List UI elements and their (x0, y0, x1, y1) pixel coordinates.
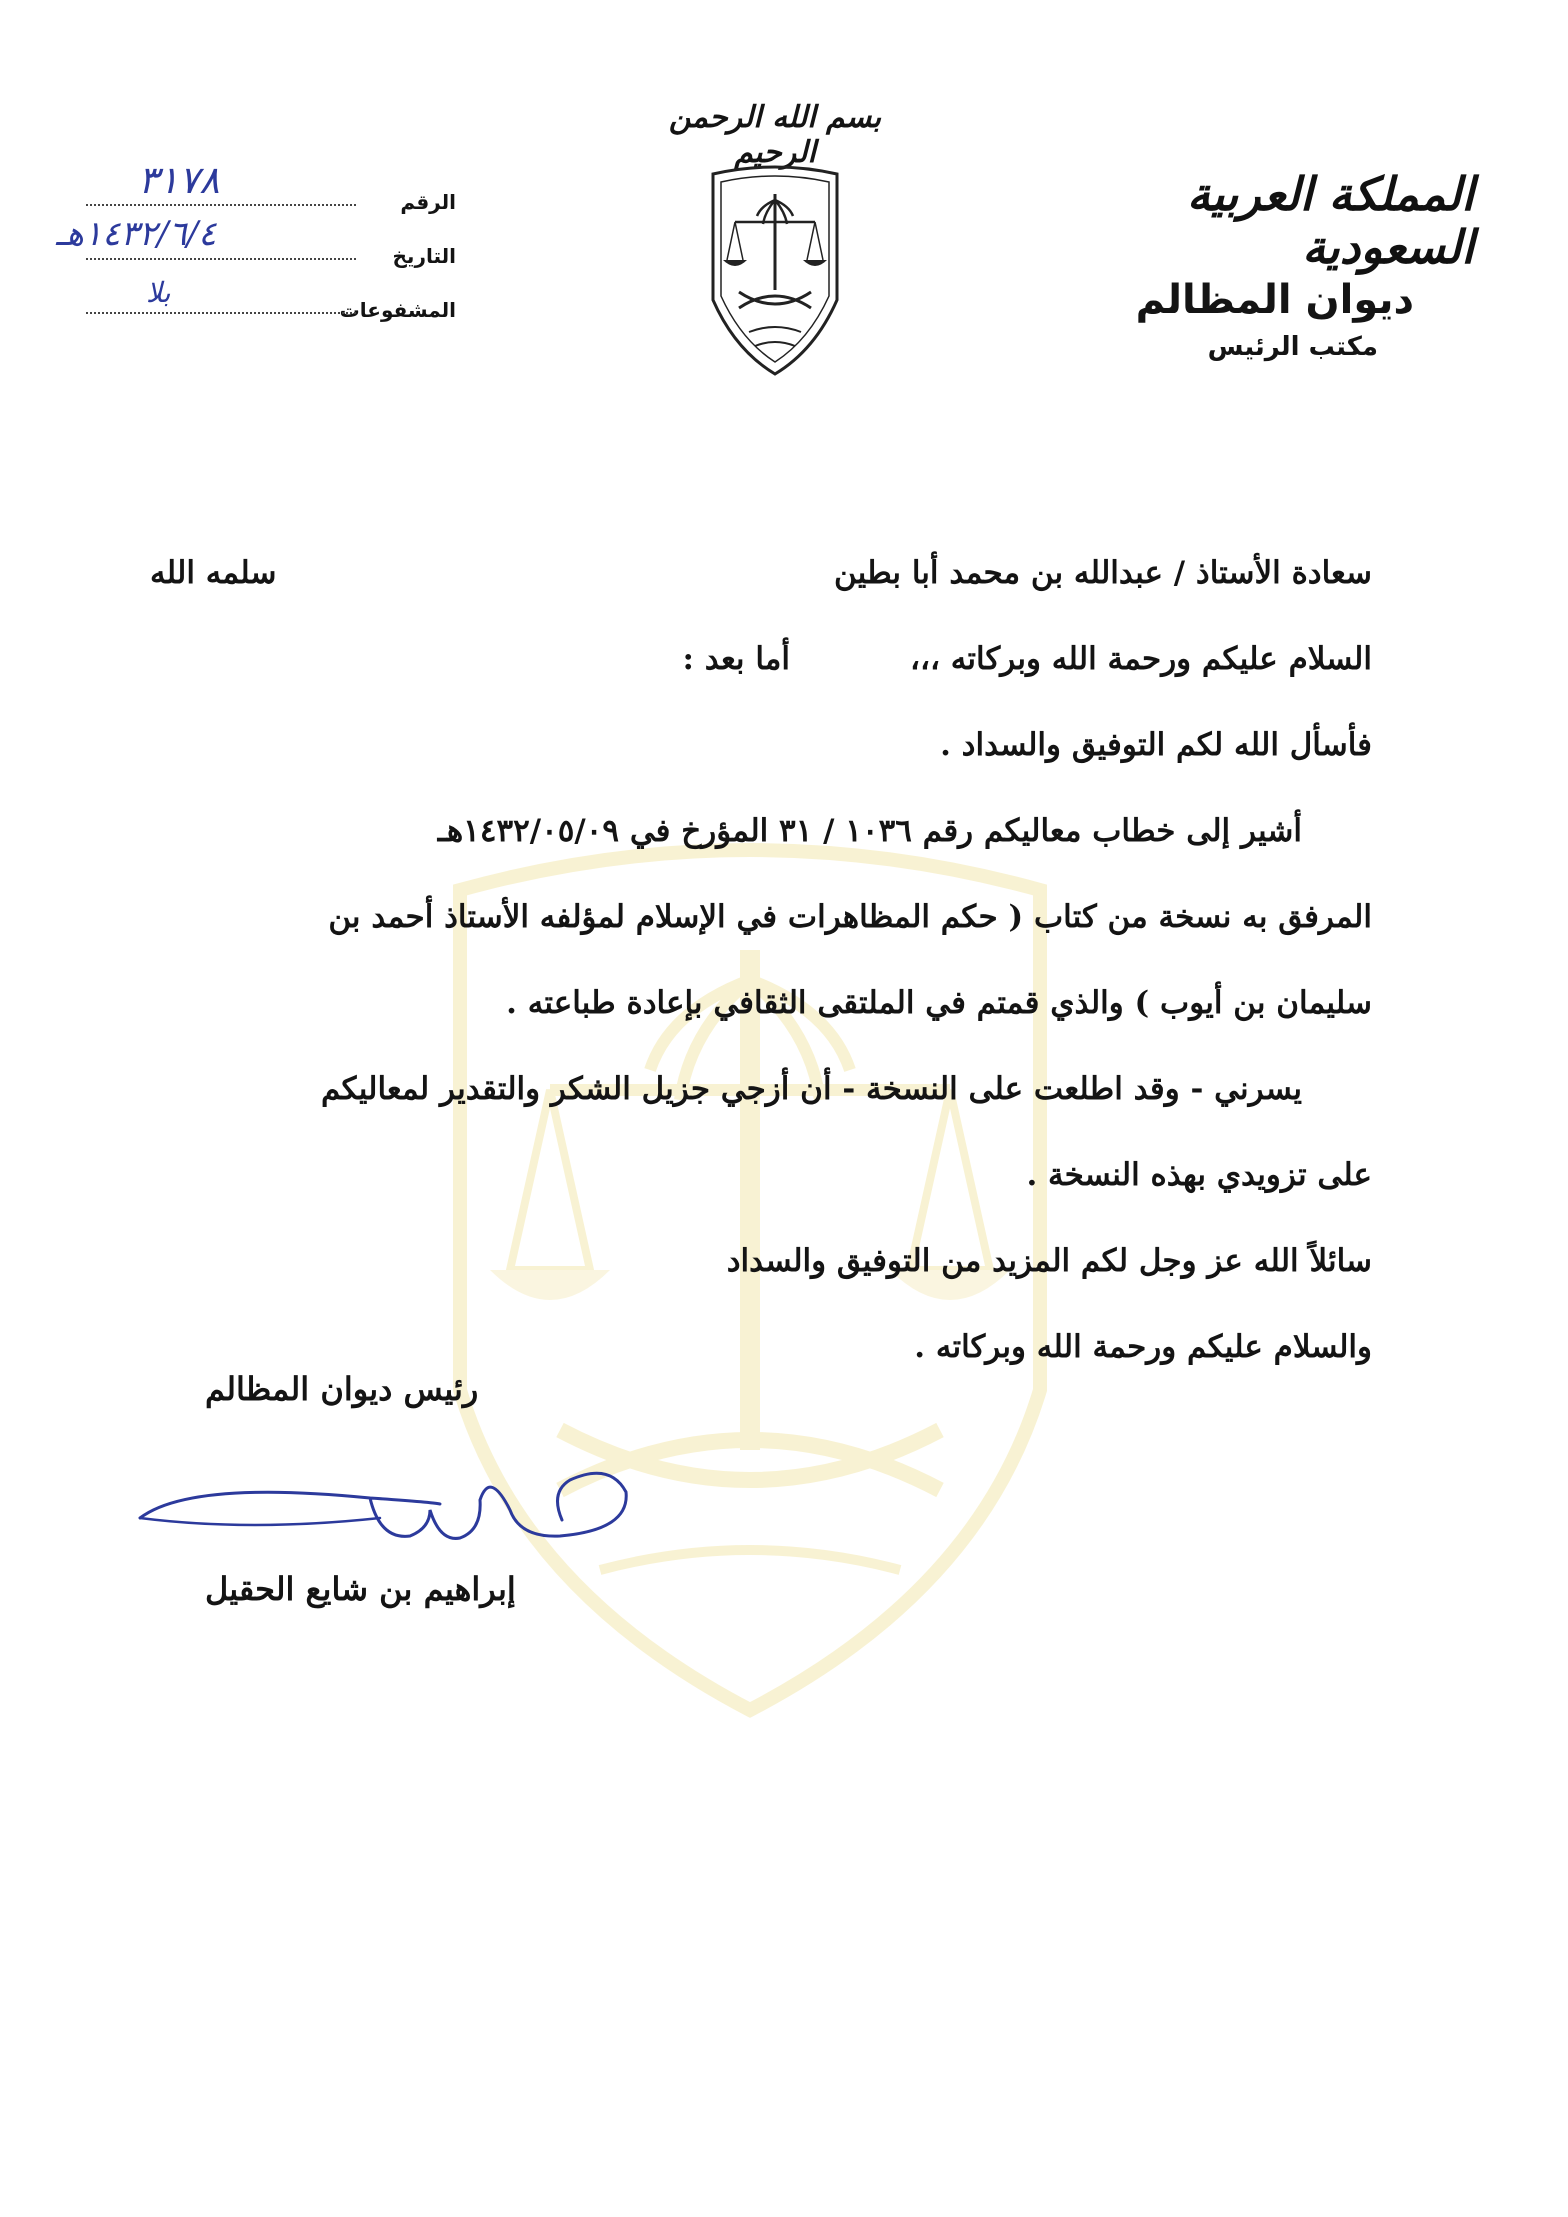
paragraph-line (150, 874, 1372, 960)
paragraph-text: يسرني - وقد اطلعت على النسخة - أن أزجي جزيل الشكر والتقدير لمعاليكم (320, 1071, 1302, 1107)
handwritten-signature-icon (130, 1440, 650, 1570)
ama-bad: أما بعد : (682, 641, 790, 677)
paragraph-text: أشير إلى خطاب معاليكم رقم ١٠٣٦ / ٣١ المؤرخ في ١٤٣٢/٠٥/٠٩هـ (437, 813, 1302, 849)
date-value: ١٤٣٢/٦/٤هـ (56, 214, 217, 254)
paragraph-text: سليمان بن أيوب ) والذي قمتم في الملتقى الثقافي بإعادة طباعته . (506, 985, 1372, 1021)
reference-date-row (56, 214, 456, 268)
number-value: ٣١٧٨ (138, 158, 220, 202)
attachments-value: بلا (146, 276, 171, 309)
letterhead (1054, 168, 1474, 362)
reference-number-row (86, 160, 456, 214)
country-name: المملكة العربية السعودية (1186, 167, 1474, 274)
reference-attachments-row (86, 268, 456, 322)
emblem (660, 100, 890, 380)
paragraph-line (150, 1046, 1372, 1132)
scales-shield-icon (705, 160, 845, 380)
paragraph-line (150, 1132, 1372, 1218)
paragraph-line (150, 788, 1372, 874)
closing-text: سائلاً الله عز وجل لكم المزيد من التوفيق والسداد (726, 1243, 1372, 1279)
office-name: مكتب الرئيس (1207, 331, 1378, 362)
attachments-label: المشفوعات (339, 298, 456, 322)
greeting: السلام عليكم ورحمة الله وبركاته ،،، (910, 641, 1372, 677)
closing-line (150, 1218, 1372, 1304)
reference-block (56, 158, 456, 322)
paragraph-text: على تزويدي بهذه النسخة . (1026, 1157, 1372, 1193)
closing-text: والسلام عليكم ورحمة الله وبركاته . (914, 1329, 1372, 1365)
signatory-title: رئيس ديوان المظالم (205, 1370, 479, 1408)
number-label: الرقم (400, 190, 456, 214)
paragraph-text: المرفق به نسخة من كتاب ( حكم المظاهرات في الإسلام لمؤلفه الأستاذ أحمد بن (328, 899, 1372, 935)
recipient: سعادة الأستاذ / عبدالله بن محمد أبا بطين (834, 555, 1372, 591)
greeting-line (150, 616, 1372, 702)
wish-line (150, 702, 1372, 788)
date-label: التاريخ (392, 244, 456, 268)
wish: فأسأل الله لكم التوفيق والسداد . (940, 727, 1372, 763)
department-name: ديوان المظالم (1135, 276, 1414, 323)
letter-body (150, 530, 1372, 1390)
signatory-name: إبراهيم بن شايع الحقيل (205, 1570, 516, 1608)
basmala: بسم الله الرحمن الرحيم (668, 100, 882, 170)
salutation-right: سلمه الله (150, 555, 277, 591)
recipient-line (150, 530, 1372, 616)
paragraph-line (150, 960, 1372, 1046)
